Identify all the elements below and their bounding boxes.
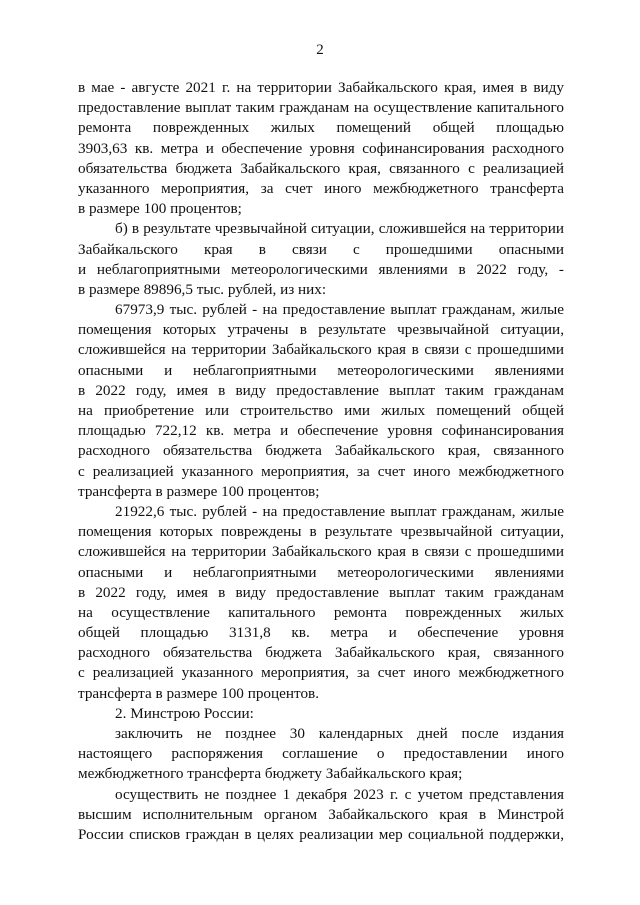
document-body: [78, 78, 564, 845]
text-line: в размере 100 процентов;: [78, 200, 242, 218]
text-line: 3903,63 кв. метра и обеспечение уровня софинансирования расходного: [78, 139, 564, 157]
text-line: опасными и неблагоприятными метеорологическими явлениями: [78, 563, 564, 581]
text-line: Забайкальского края в связи с прошедшими опасными: [78, 240, 564, 258]
text-line: трансферта в размере 100 процентов.: [78, 684, 320, 702]
text-line: расходного обязательства бюджета Забайкальского края, связанного: [78, 442, 564, 460]
text-line: сложившейся на территории Забайкальского края в связи с прошедшими: [78, 543, 564, 561]
text-line: заключить не позднее 30 календарных дней после издания: [115, 725, 564, 742]
text-line: высшим исполнительным органом Забайкальского края в Минстрой: [78, 805, 564, 823]
text-line: в 2022 году, имея в виду предоставление выплат таким гражданам: [78, 583, 564, 601]
text-line: с реализацией указанного мероприятия, за счет иного межбюджетного: [78, 462, 564, 480]
text-line: обязательства бюджета Забайкальского края, связанного с реализацией: [78, 159, 564, 177]
text-line: указанного мероприятия, за счет иного межбюджетного трансферта: [78, 179, 564, 197]
text-line: расходного обязательства бюджета Забайкальского края, связанного: [78, 644, 564, 662]
page-number: 2: [316, 42, 324, 58]
text-line: на приобретение или строительство ими жилых помещений общей: [78, 402, 564, 419]
text-line: опасными и неблагоприятными метеорологическими явлениями: [78, 361, 564, 379]
text-line: и неблагоприятными метеорологическими явлениями в 2022 году, -: [78, 260, 564, 278]
text-line: осуществить не позднее 1 декабря 2023 г. с учетом представления: [115, 785, 564, 803]
text-line: сложившейся на территории Забайкальского края в связи с прошедшими: [78, 341, 564, 359]
text-line: помещения которых повреждены в результате чрезвычайной ситуации,: [78, 523, 564, 541]
text-line: б) в результате чрезвычайной ситуации, сложившейся на территории: [115, 220, 564, 238]
text-line: общей площадью 3131,8 кв. метра и обеспечение уровня: [78, 624, 564, 642]
text-line: в мае - августе 2021 г. на территории Забайкальского края, имея в виду: [78, 79, 564, 96]
text-line: трансферта в размере 100 процентов;: [78, 482, 320, 500]
text-line: на осуществление капитального ремонта поврежденных жилых: [78, 603, 564, 621]
text-line: ремонта поврежденных жилых помещений общей площадью: [78, 119, 564, 137]
text-line: площадью 722,12 кв. метра и обеспечение уровня софинансирования: [78, 422, 564, 440]
text-line: межбюджетного трансферта бюджету Забайкальского края;: [78, 765, 463, 783]
text-line: предоставление выплат таким гражданам на осуществление капитального: [78, 99, 564, 117]
text-line: 67973,9 тыс. рублей - на предоставление выплат гражданам, жилые: [115, 301, 564, 319]
text-line: в 2022 году, имея в виду предоставление выплат таким гражданам: [78, 381, 564, 399]
text-line: настоящего распоряжения соглашение о предоставлении иного: [78, 745, 564, 763]
text-line: 2. Минстрою России:: [115, 704, 254, 722]
text-line: 21922,6 тыс. рублей - на предоставление выплат гражданам, жилые: [115, 502, 564, 520]
text-line: с реализацией указанного мероприятия, за счет иного межбюджетного: [78, 664, 564, 682]
text-line: в размере 89896,5 тыс. рублей, из них:: [78, 280, 327, 298]
text-line: помещения которых утрачены в результате чрезвычайной ситуации,: [78, 321, 564, 339]
text-line: России списков граждан в целях реализации мер социальной поддержки,: [78, 825, 564, 843]
